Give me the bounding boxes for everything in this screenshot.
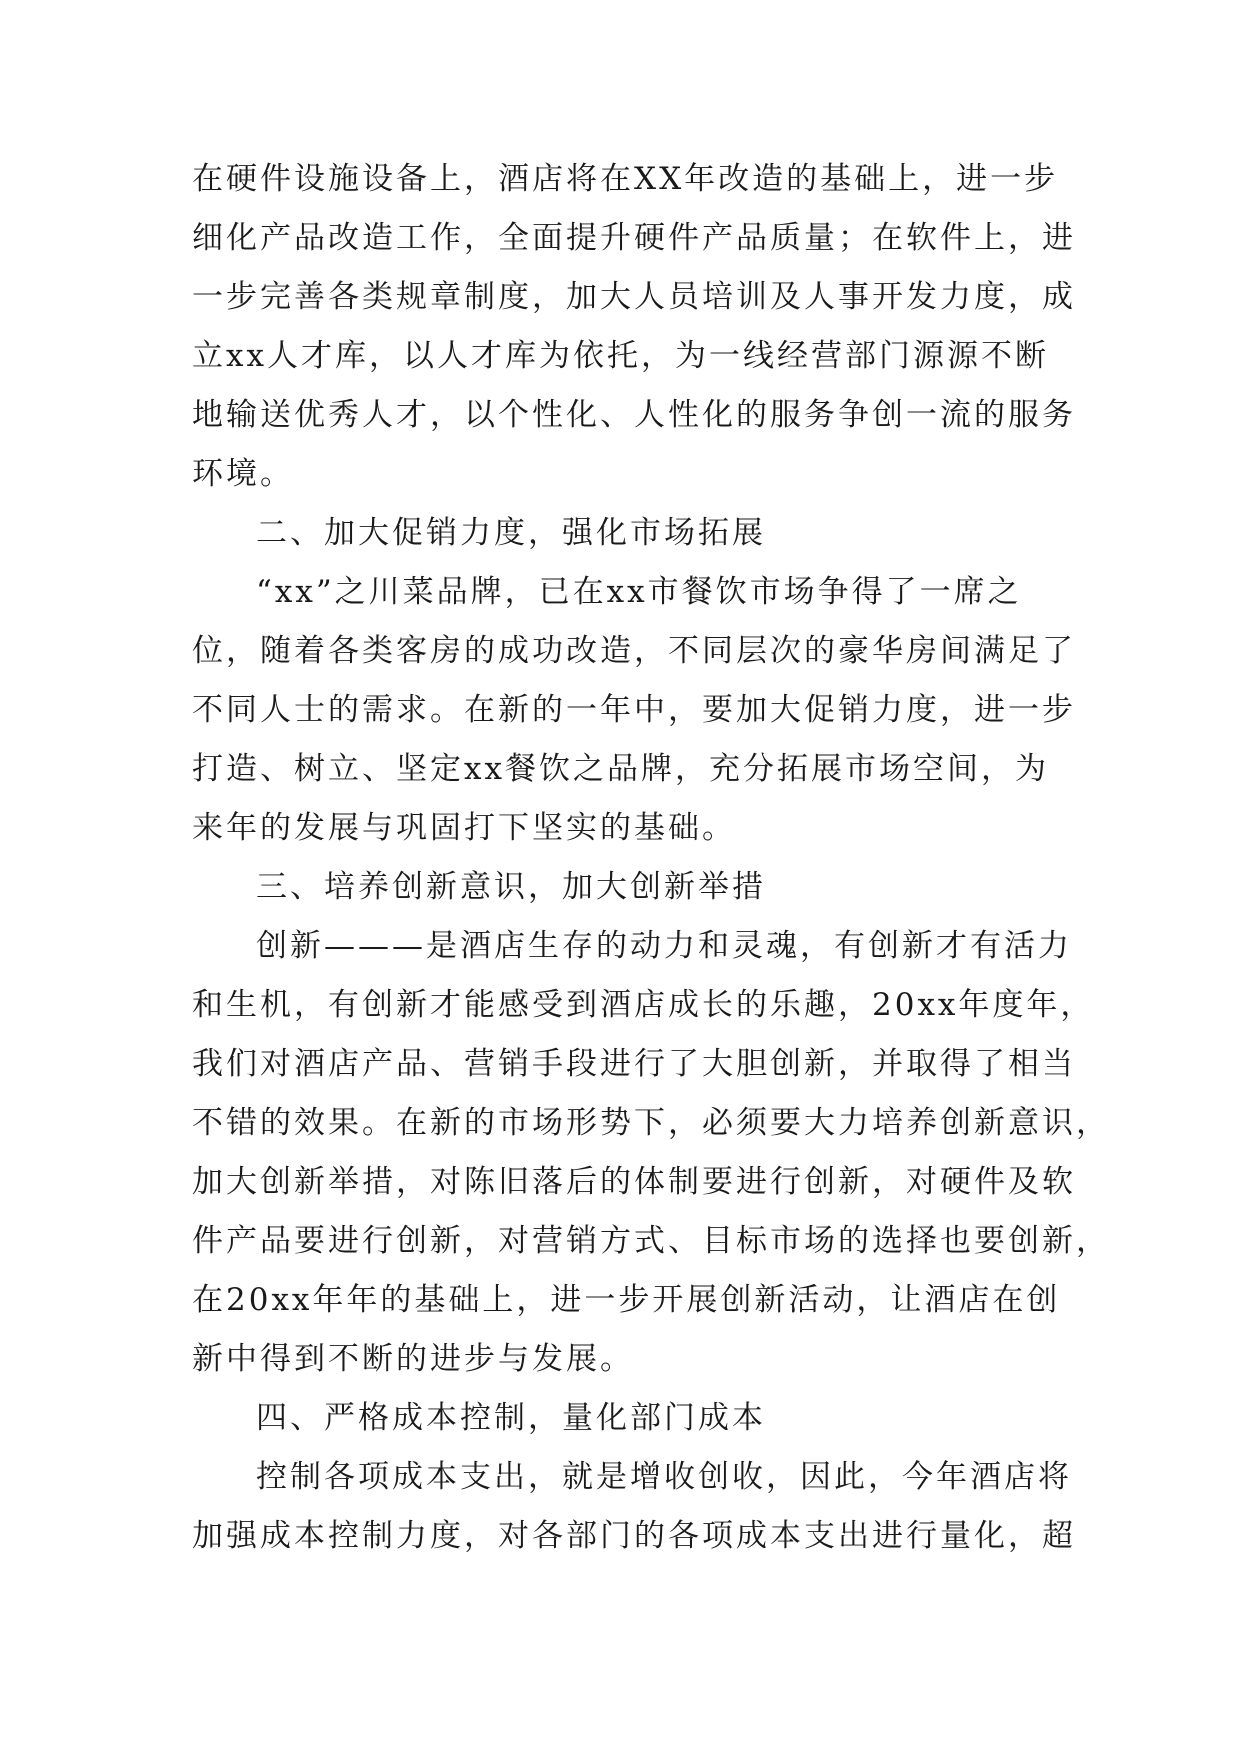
document-body bbox=[192, 150, 1110, 1566]
text-line: 件产品要进行创新，对营销方式、目标市场的选择也要创新， bbox=[192, 1223, 1110, 1259]
text-line: 不错的效果。在新的市场形势下，必须要大力培养创新意识， bbox=[192, 1105, 1110, 1141]
section-heading-3: 三、培养创新意识，加大创新举措 bbox=[256, 869, 766, 905]
paragraph-promotion bbox=[192, 563, 1076, 858]
text-line: 加大创新举措，对陈旧落后的体制要进行创新，对硬件及软 bbox=[192, 1164, 1076, 1200]
section-heading-2: 二、加大促销力度，强化市场拓展 bbox=[256, 515, 766, 551]
text-line: 新中得到不断的进步与发展。 bbox=[192, 1341, 634, 1377]
text-line: 位，随着各类客房的成功改造，不同层次的豪华房间满足了 bbox=[192, 633, 1076, 669]
text-line: “xx”之川菜品牌，已在xx市餐饮市场争得了一席之 bbox=[256, 574, 1022, 610]
text-line: 不同人士的需求。在新的一年中，要加大促销力度，进一步 bbox=[192, 692, 1076, 728]
text-line: 环境。 bbox=[192, 456, 294, 492]
paragraph-cost-control bbox=[192, 1448, 1076, 1566]
text-line: 一步完善各类规章制度，加大人员培训及人事开发力度，成 bbox=[192, 279, 1076, 315]
text-line: 立xx人才库，以人才库为依托，为一线经营部门源源不断 bbox=[192, 338, 1049, 374]
text-line: 在硬件设施设备上，酒店将在XX年改造的基础上，进一步 bbox=[192, 161, 1059, 197]
text-line: 地输送优秀人才，以个性化、人性化的服务争创一流的服务 bbox=[192, 397, 1076, 433]
text-line: 来年的发展与巩固打下坚实的基础。 bbox=[192, 810, 736, 846]
text-line: 和生机，有创新才能感受到酒店成长的乐趣，20xx年度年， bbox=[192, 987, 1095, 1023]
section-heading-4: 四、严格成本控制，量化部门成本 bbox=[256, 1400, 766, 1436]
text-line: 在20xx年年的基础上，进一步开展创新活动，让酒店在创 bbox=[192, 1282, 1061, 1318]
paragraph-hardware-software bbox=[192, 150, 1076, 504]
paragraph-innovation bbox=[192, 917, 1110, 1389]
text-line: 细化产品改造工作，全面提升硬件产品质量；在软件上，进 bbox=[192, 220, 1076, 256]
text-line: 我们对酒店产品、营销手段进行了大胆创新，并取得了相当 bbox=[192, 1046, 1076, 1082]
text-line: 控制各项成本支出，就是增收创收，因此，今年酒店将 bbox=[256, 1459, 1072, 1495]
text-line: 加强成本控制力度，对各部门的各项成本支出进行量化，超 bbox=[192, 1518, 1076, 1554]
text-line: 打造、树立、坚定xx餐饮之品牌，充分拓展市场空间，为 bbox=[192, 751, 1049, 787]
text-line: 创新———是酒店生存的动力和灵魂，有创新才有活力 bbox=[256, 928, 1072, 964]
